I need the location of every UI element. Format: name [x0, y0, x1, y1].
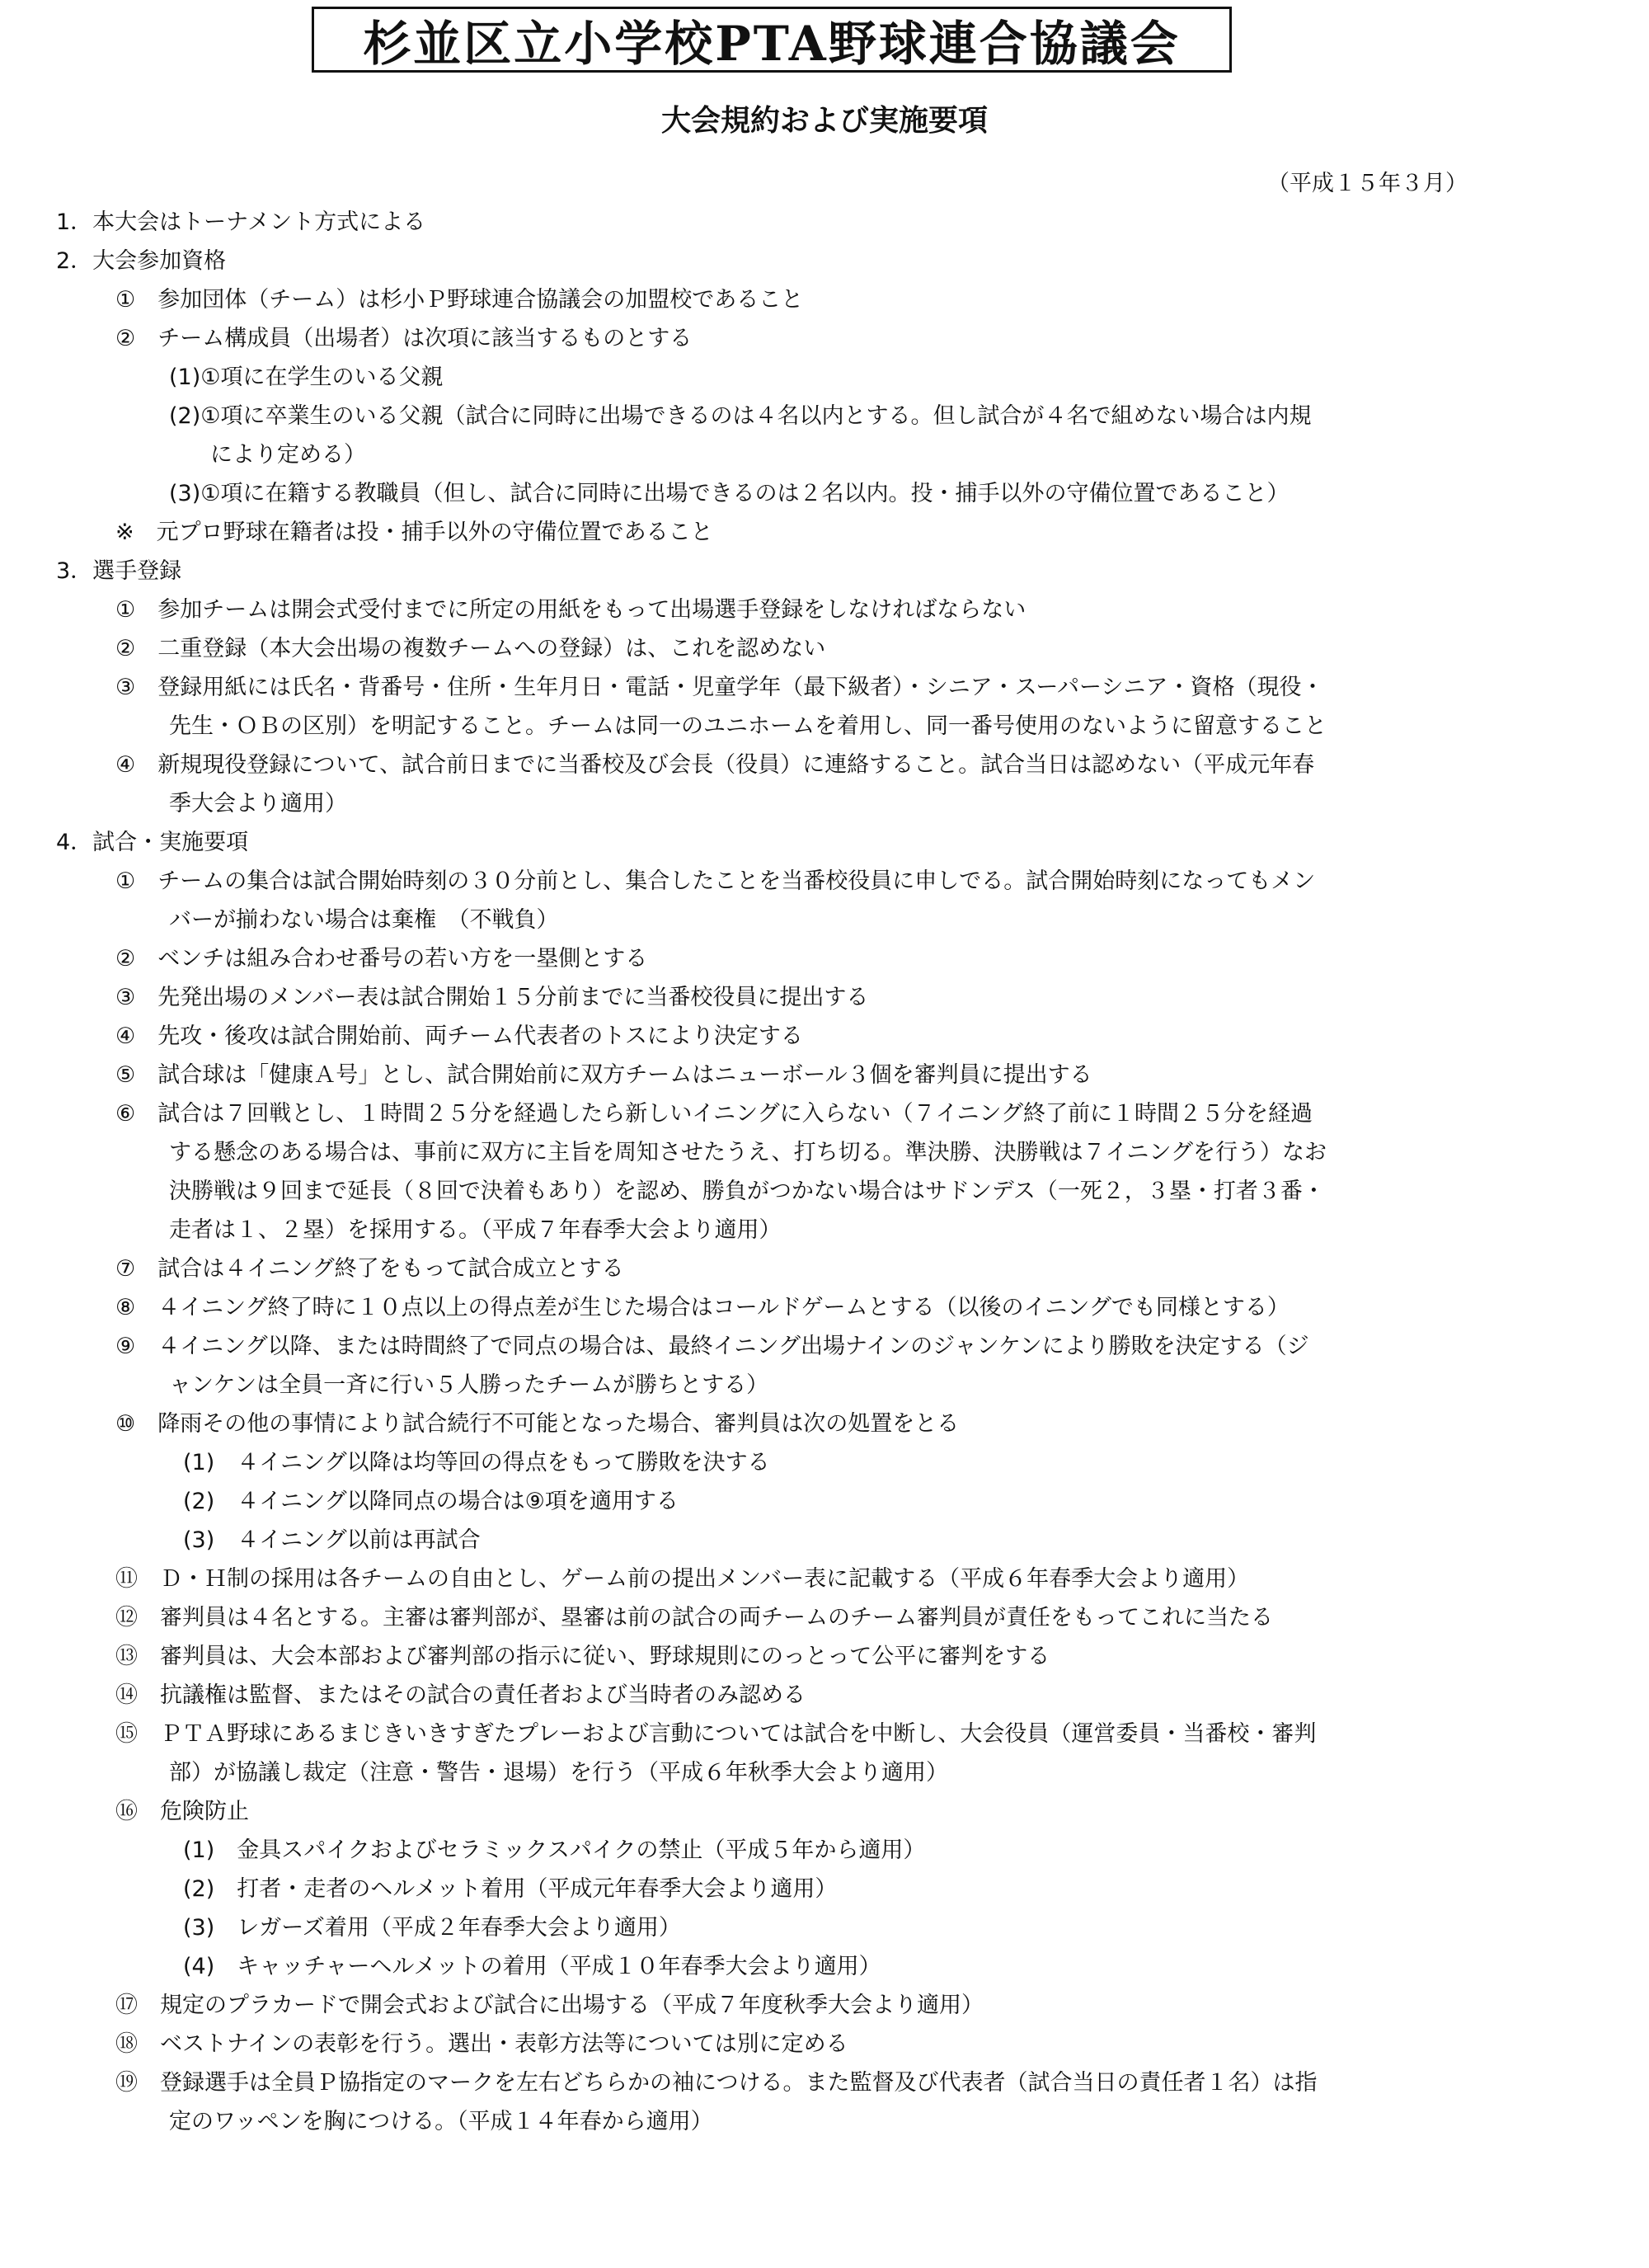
section-heading: 1．本大会はトーナメント方式による — [56, 209, 426, 235]
list-item: ⑧ ４イニング終了時に１０点以上の得点差が生じた場合はコールドゲームとする（以後のイニングでも同様とする） — [115, 1295, 1290, 1320]
continuation-line: 定のワッペンを胸につける。（平成１４年春から適用） — [169, 2109, 713, 2134]
sub-item: (1)①項に在学生のいる父親 — [169, 365, 444, 390]
list-item: ② チーム構成員（出場者）は次項に該当するものとする — [115, 326, 693, 351]
sub-item: (2)①項に卒業生のいる父親（試合に同時に出場できるのは４名以内とする。但し試合が４名で組めない場合は内規 — [169, 403, 1312, 429]
list-item: ④ 先攻・後攻は試合開始前、両チーム代表者のトスにより決定する — [115, 1023, 803, 1049]
list-item: ⑤ 試合球は「健康Ａ号」とし、試合開始前に双方チームはニューボール３個を審判員に提出する — [115, 1062, 1092, 1088]
continuation-line: 季大会より適用） — [169, 791, 347, 816]
document-date: （平成１５年３月） — [1267, 171, 1468, 196]
list-item: ⑬ 審判員は、大会本部および審判部の指示に従い、野球規則にのっとって公平に審判をする — [115, 1644, 1050, 1669]
list-item: ② 二重登録（本大会出場の複数チームへの登録）は、これを認めない — [115, 636, 826, 661]
section-heading: 3．選手登録 — [56, 558, 182, 584]
continuation-line: 走者は１、２塁）を採用する。（平成７年春季大会より適用） — [169, 1217, 782, 1243]
list-item: ① 参加団体（チーム）は杉小Ｐ野球連合協議会の加盟校であること — [115, 287, 804, 313]
list-item: ⑯ 危険防止 — [115, 1799, 249, 1824]
section-heading: 2．大会参加資格 — [56, 248, 227, 274]
sub-item: (3) レガーズ着用（平成２年春季大会より適用） — [183, 1915, 681, 1941]
section-heading: 4．試合・実施要項 — [56, 830, 249, 855]
note-line: ※ 元プロ野球在籍者は投・捕手以外の守備位置であること — [115, 520, 713, 545]
sub-item: (1) ４イニング以降は均等回の得点をもって勝敗を決する — [183, 1450, 770, 1475]
sub-item: (3) ４イニング以前は再試合 — [183, 1527, 481, 1553]
sub-item: (2) 打者・走者のヘルメット着用（平成元年春季大会より適用） — [183, 1876, 838, 1902]
list-item: ⑲ 登録選手は全員Ｐ協指定のマークを左右どちらかの袖につける。また監督及び代表者（試合当日の責任者１名）は指 — [115, 2070, 1318, 2096]
continuation-line: する懸念のある場合は、事前に双方に主旨を周知させたうえ、打ち切る。準決勝、決勝戦は７イニングを行う）なお — [169, 1140, 1327, 1165]
list-item: ⑦ 試合は４イニング終了をもって試合成立とする — [115, 1256, 624, 1282]
continuation-line: 決勝戦は９回まで延長（８回で決着もあり）を認め、勝負がつかない場合はサドンデス（一死２，３塁・打者３番・ — [169, 1179, 1325, 1204]
list-item: ⑫ 審判員は４名とする。主審は審判部が、塁審は前の試合の両チームのチーム審判員が責任をもってこれに当たる — [115, 1605, 1273, 1630]
list-item: ⑭ 抗議権は監督、またはその試合の責任者および当時者のみ認める — [115, 1682, 806, 1708]
list-item: ③ 先発出場のメンバー表は試合開始１５分前までに当番校役員に提出する — [115, 985, 869, 1010]
sub-item: (3)①項に在籍する教職員（但し、試合に同時に出場できるのは２名以内。投・捕手以外の守備位置であること） — [169, 481, 1290, 506]
document-title: 杉並区立小学校PTA野球連合協議会 — [312, 7, 1232, 73]
continuation-line: により定める） — [210, 442, 366, 468]
list-item: ② ベンチは組み合わせ番号の若い方を一塁側とする — [115, 946, 648, 972]
list-item: ① 参加チームは開会式受付までに所定の用紙をもって出場選手登録をしなければならない — [115, 597, 1027, 623]
sub-item: (1) 金具スパイクおよびセラミックスパイクの禁止（平成５年から適用） — [183, 1837, 926, 1863]
continuation-line: バーが揃わない場合は棄権 （不戦負） — [169, 907, 559, 933]
list-item: ⑰ 規定のプラカードで開会式および試合に出場する（平成７年度秋季大会より適用） — [115, 1993, 984, 2018]
list-item: ⑱ ベストナインの表彰を行う。選出・表彰方法等については別に定める — [115, 2031, 848, 2057]
document-subtitle: 大会規約および実施要項 — [660, 103, 988, 138]
list-item: ① チームの集合は試合開始時刻の３０分前とし、集合したことを当番校役員に申しでる。試合開始時刻になってもメン — [115, 868, 1316, 894]
sub-item: (4) キャッチャーヘルメットの着用（平成１０年春季大会より適用） — [183, 1954, 881, 1979]
list-item: ③ 登録用紙には氏名・背番号・住所・生年月日・電話・児童学年（最下級者）・シニア・スーパーシニア・資格（現役・ — [115, 675, 1324, 700]
list-item: ⑥ 試合は７回戦とし、１時間２５分を経過したら新しいイニングに入らない（７イニング終了前に１時間２５分を経過 — [115, 1101, 1313, 1127]
list-item: ⑨ ４イニング以降、または時間終了で同点の場合は、最終イニング出場ナインのジャンケンにより勝敗を決定する（ジ — [115, 1334, 1309, 1359]
list-item: ⑮ ＰＴＡ野球にあるまじきいきすぎたプレーおよび言動については試合を中断し、大会役員（運営委員・当番校・審判 — [115, 1721, 1317, 1747]
list-item: ⑩ 降雨その他の事情により試合続行不可能となった場合、審判員は次の処置をとる — [115, 1411, 960, 1437]
continuation-line: 先生・ＯＢの区別）を明記すること。チームは同一のユニホームを着用し、同一番号使用のないように留意すること — [169, 713, 1327, 739]
continuation-line: ャンケンは全員一斉に行い５人勝ったチームが勝ちとする） — [169, 1372, 769, 1398]
list-item: ④ 新規現役登録について、試合前日までに当番校及び会長（役員）に連絡すること。試合当日は認めない（平成元年春 — [115, 752, 1315, 778]
list-item: ⑪ Ｄ・Ｈ制の採用は各チームの自由とし、ゲーム前の提出メンバー表に記載する（平成６年春季大会より適用） — [115, 1566, 1250, 1592]
sub-item: (2) ４イニング以降同点の場合は⑨項を適用する — [183, 1489, 679, 1514]
continuation-line: 部）が協議し裁定（注意・警告・退場）を行う（平成６年秋季大会より適用） — [169, 1760, 948, 1786]
